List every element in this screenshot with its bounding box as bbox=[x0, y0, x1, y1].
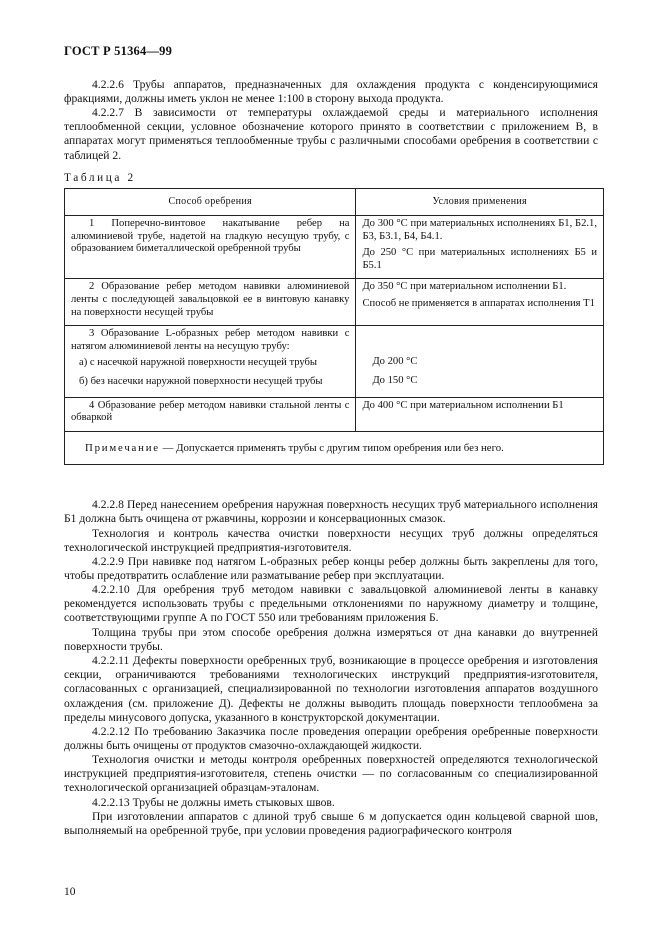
paragraph: 4.2.2.10 Для оребрения труб методом навивки с завальцовкой алюминиевой ленты в канавку рекомендуется использовать трубы с предельными отклонениями по наружному диаметру и толщине, соответствующими группе А по ГОСТ 550 или требованиям приложения Б. bbox=[64, 583, 598, 625]
table-cell bbox=[65, 397, 356, 431]
table-row bbox=[65, 279, 604, 326]
cell-text: До 150 °С bbox=[372, 374, 418, 386]
cell-text: До 250 °С при материальных исполнениях Б5 и Б5.1 bbox=[362, 247, 597, 271]
table-note bbox=[65, 431, 604, 465]
page-number: 10 bbox=[64, 886, 76, 898]
paragraph: 4.2.2.11 Дефекты поверхности оребренных труб, возникающие в процессе оребрения и изготовления секции, ограничиваются требованиями технологических инструкций предприятия-изготовителя, согласованных с организацией, специализированной по технологии изготовления аппаратов воздушного охлаждения (см. приложение Д). Дефекты не должны выводить площадь поверхности теплообмена за пределы минусового допуска, указанного в конструкторской документации. bbox=[64, 654, 598, 724]
table-cell bbox=[356, 279, 604, 326]
cell-text: 2 Образование ребер методом навивки алюминиевой ленты с последующей завальцовкой ее в винтовую канавку на поверхности несущей трубы bbox=[71, 281, 350, 318]
paragraph: Технология очистки и методы контроля оребренных поверхностей определяются технологической инструкцией предприятия-изготовителя, степень очистки — по согласованным со специализированной технологической организацией образцам-эталонам. bbox=[64, 753, 598, 795]
column-header: Способ оребрения bbox=[65, 189, 356, 216]
cell-text: До 400 °С при материальном исполнении Б1 bbox=[362, 399, 564, 411]
table-cell bbox=[356, 216, 604, 279]
paragraph: Технология и контроль качества очистки поверхности несущих труб должны определяться технологической инструкцией предприятия-изготовителя. bbox=[64, 527, 598, 555]
cell-text: Способ не применяется в аппаратах исполнения Т1 bbox=[362, 297, 595, 309]
table-cell bbox=[65, 326, 356, 397]
note-text: — Допускается применять трубы с другим типом оребрения или без него. bbox=[159, 441, 504, 454]
paragraph: 4.2.2.7 В зависимости от температуры охлаждаемой среды и материального исполнения теплообменной секции, условное обозначение которого принято в соответствии с приложением В, в аппаратах могут применяться теплообменные трубы с различными способами оребрения в соответствии с таблицей 2. bbox=[64, 106, 598, 162]
table-row bbox=[65, 326, 604, 397]
note-label: Примечание bbox=[85, 441, 160, 454]
table-cell bbox=[356, 397, 604, 431]
cell-text: До 200 °С bbox=[372, 356, 418, 368]
cell-subitem: б) без насечки наружной поверхности несущей трубы bbox=[79, 375, 323, 387]
paragraph: При изготовлении аппаратов с длиной труб свыше 6 м допускается один кольцевой сварной шов, выполняемый на оребренной трубе, при условии проведения радиографического контроля bbox=[64, 810, 598, 838]
cell-text: До 350 °С при материальном исполнении Б1. bbox=[362, 281, 567, 293]
table-cell bbox=[356, 326, 604, 397]
document-header: ГОСТ Р 51364—99 bbox=[64, 44, 173, 58]
cell-text: 1 Поперечно-винтовое накатывание ребер на алюминиевой трубе, надетой на гладкую несущую трубу, с образованием биметаллической оребренной трубы bbox=[71, 218, 350, 255]
paragraph: 4.2.2.9 При навивке под натягом L-образных ребер концы ребер должны быть закреплены для того, чтобы предотвратить ослабление или разматывание ребер при эксплуатации. bbox=[64, 555, 598, 583]
table-row bbox=[65, 397, 604, 431]
column-header: Условия применения bbox=[356, 189, 604, 216]
table-cell bbox=[65, 216, 356, 279]
paragraph: 4.2.2.6 Трубы аппаратов, предназначенных для охлаждения продукта с конденсирующимися фракциями, должны иметь уклон не менее 1:100 в сторону выхода продукта. bbox=[64, 78, 598, 106]
table-row bbox=[65, 216, 604, 279]
table-2 bbox=[64, 188, 604, 465]
table-caption: Таблица 2 bbox=[64, 172, 136, 184]
cell-text: 4 Образование ребер методом навивки стальной ленты с обваркой bbox=[71, 399, 350, 424]
table-cell bbox=[65, 279, 356, 326]
cell-subitem: а) с насечкой наружной поверхности несущей трубы bbox=[79, 357, 318, 369]
cell-text: До 300 °С при материальных исполнениях Б1, Б2.1, Б3, Б3.1, Б4, Б4.1. bbox=[362, 218, 597, 242]
paragraph: 4.2.2.8 Перед нанесением оребрения наружная поверхность несущих труб материального исполнения Б1 должна быть очищена от ржавчины, коррозии и консервационных смазок. bbox=[64, 498, 598, 526]
table-note-row bbox=[65, 431, 604, 465]
paragraph: 4.2.2.13 Трубы не должны иметь стыковых швов. bbox=[92, 796, 335, 809]
paragraph: 4.2.2.12 По требованию Заказчика после проведения операции оребрения оребренные поверхности должны быть очищены от продуктов смазочно-охлаждающей жидкости. bbox=[64, 725, 598, 753]
table-header-row bbox=[65, 189, 604, 216]
cell-text: 3 Образование L-образных ребер методом навивки с натягом алюминиевой ленты на несущую трубу: bbox=[71, 328, 350, 352]
paragraph: Толщина трубы при этом способе оребрения должна измеряться от дна канавки до внутренней поверхности трубы. bbox=[64, 626, 598, 654]
